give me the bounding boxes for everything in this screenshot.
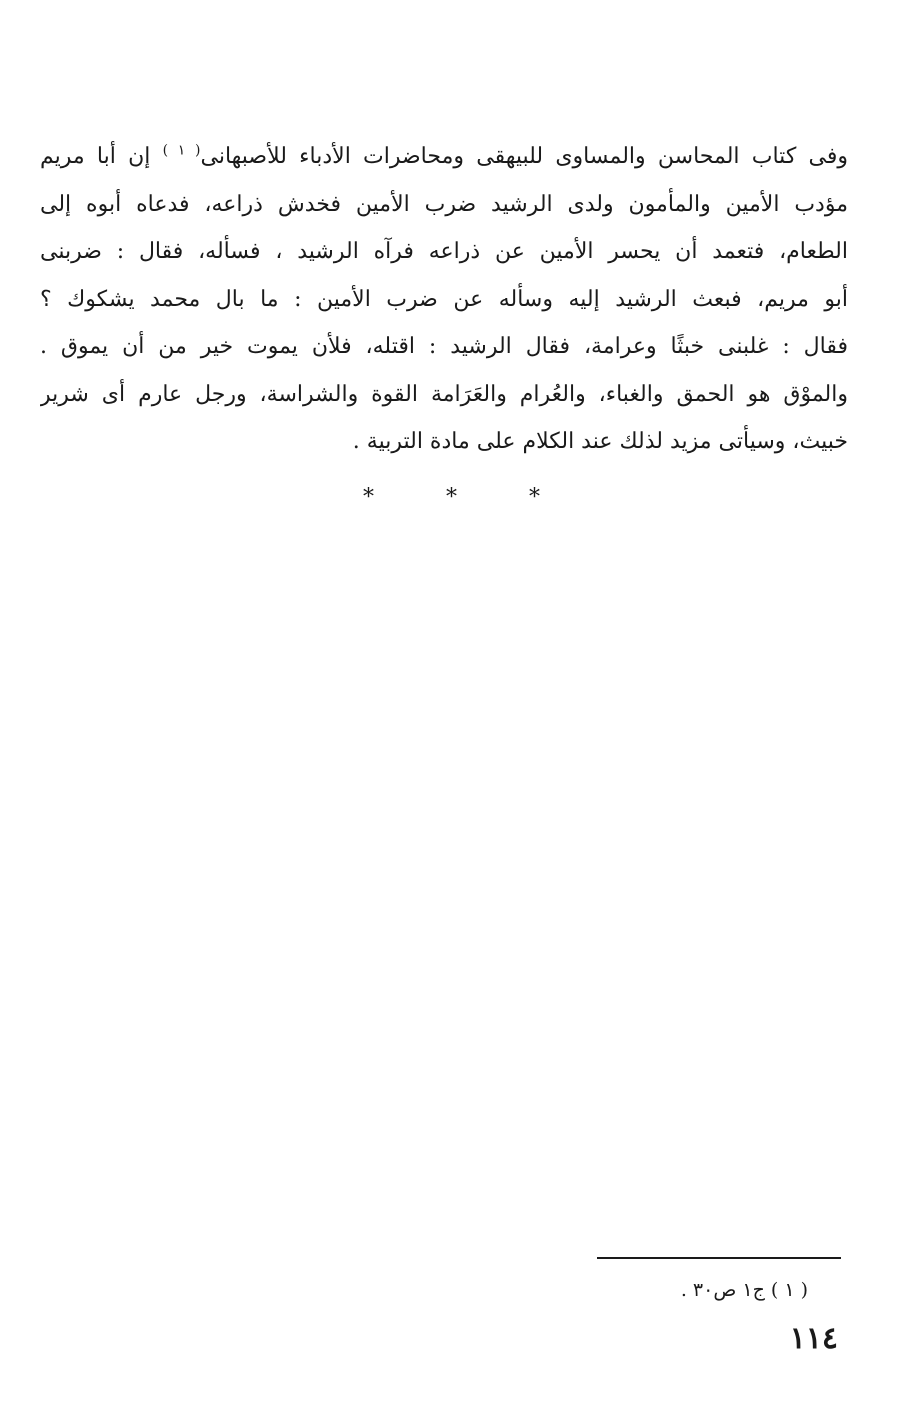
- paragraph-line-6: والموْق هو الحمق والغباء، والعُرام والعَرَامة القوة والشراسة، ورجل عارم أى شرير: [40, 381, 848, 407]
- paragraph-line-4: أبو مريم، فبعث الرشيد إليه وسأله عن ضرب الأمين : ما بال محمد يشكوك ؟: [40, 286, 848, 312]
- paragraph-line-3: الطعام، فتعمد أن يحسر الأمين عن ذراعه فرآه الرشيد ، فسأله، فقال : ضربنى: [40, 239, 848, 264]
- paragraph-line-7: خبيث، وسيأتى مزيد لذلك عند الكلام على مادة التربية .: [352, 429, 848, 454]
- footnote: ( ١ ) ج١ ص٣٠ .: [680, 1279, 808, 1301]
- page-number: ١١٤: [789, 1321, 838, 1356]
- main-paragraph: [40, 133, 848, 466]
- separator-asterisk-1: *: [363, 485, 410, 510]
- section-separator: [0, 485, 903, 510]
- footnote-divider: [597, 1257, 841, 1259]
- paragraph-line-5: فقال : غلبنى خبثًا وعرامة، فقال الرشيد : اقتله، فلأن يموت خير من أن يموق .: [40, 334, 848, 359]
- line-1-tail: إن أبا مريم: [40, 144, 163, 169]
- footnote-reference: ( ١ ): [162, 142, 201, 159]
- paragraph-line-1: [40, 133, 848, 181]
- separator-asterisk-2: *: [446, 485, 493, 510]
- line-1-text: وفى كتاب المحاسن والمساوى للبيهقى ومحاضرات الأدباء للأصبهانى: [200, 144, 848, 169]
- paragraph-line-2: مؤدب الأمين والمأمون ولدى الرشيد ضرب الأمين فخدش ذراعه، فدعاه أبوه إلى: [40, 191, 848, 217]
- separator-asterisk-3: *: [529, 485, 576, 510]
